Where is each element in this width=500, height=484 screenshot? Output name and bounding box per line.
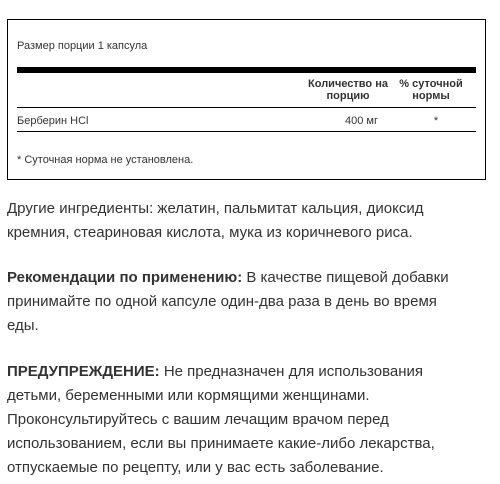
directions-line2: принимайте по одной капсуле один-два раза в день во время [7, 293, 437, 310]
directions-line3: еды. [7, 317, 39, 334]
warning-label: ПРЕДУПРЕЖДЕНИЕ: [7, 363, 160, 380]
divider [17, 107, 476, 108]
ingredient-daily-value: * [433, 115, 439, 127]
ingredient-name: Берберин HCl [17, 115, 89, 127]
warning [7, 360, 495, 480]
column-header-dv-line1: % суточной [399, 78, 463, 90]
column-header-daily-value [396, 78, 466, 102]
other-ingredients-line1: Другие ингредиенты: желатин, пальмитат кальция, диоксид [7, 200, 424, 217]
other-ingredients [7, 197, 495, 245]
supplement-facts-panel [7, 19, 486, 180]
serving-size: Размер порции 1 капсула [17, 40, 148, 52]
column-header-amount-line2: порцию [326, 90, 370, 102]
column-header-amount [298, 78, 398, 102]
warning-line4: использованием, если вы принимаете какие-либо лекарства, [7, 435, 435, 452]
footnote: * Суточная норма не установлена. [17, 154, 194, 166]
warning-line1: Не предназначен для использования [159, 363, 423, 380]
thick-divider [17, 67, 476, 73]
divider [17, 131, 476, 132]
warning-line2: детьми, беременными или кормящими женщинами. [7, 387, 370, 404]
column-header-dv-line2: нормы [412, 90, 450, 102]
warning-line3: Проконсультируйтесь с вашим лечащим врачом перед [7, 411, 389, 428]
directions [7, 266, 495, 338]
directions-label: Рекомендации по применению: [7, 269, 243, 286]
other-ingredients-line2: кремния, стеариновая кислота, мука из коричневого риса. [7, 224, 413, 241]
warning-line5: отпускаемые по рецепту, или у вас есть заболевание. [7, 459, 384, 476]
ingredient-amount: 400 мг [345, 115, 378, 127]
column-header-amount-line1: Количество на [308, 78, 388, 90]
directions-line1: В качестве пищевой добавки [242, 269, 449, 286]
